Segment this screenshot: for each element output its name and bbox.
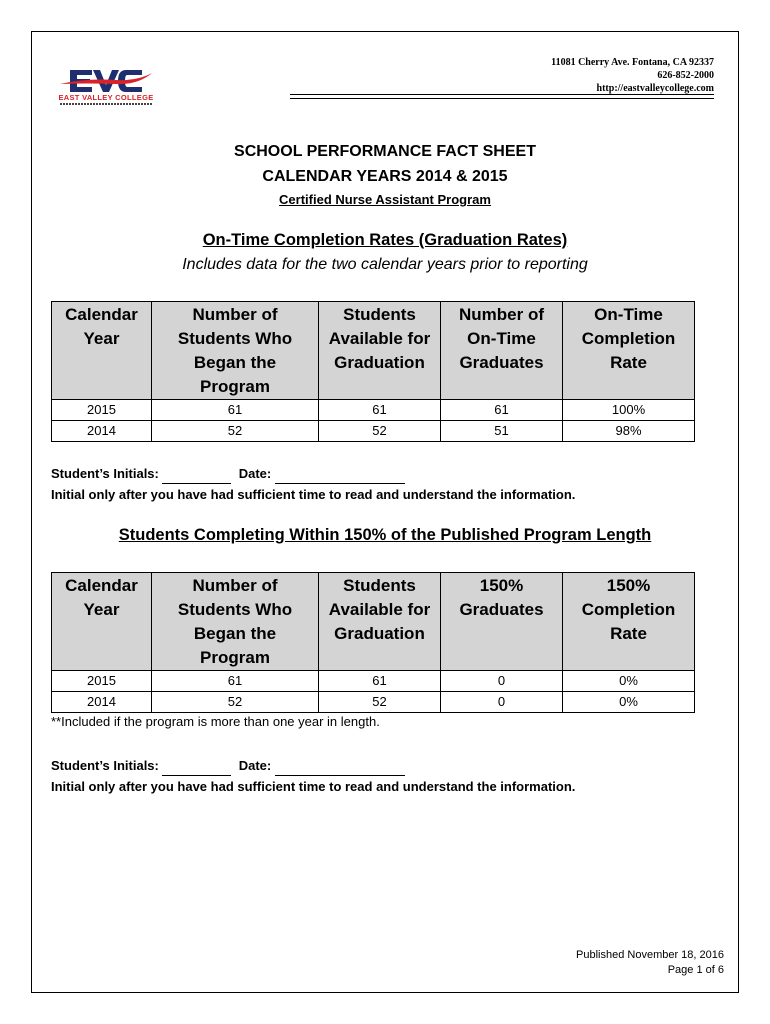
page-number: Page 1 of 6 bbox=[667, 964, 724, 976]
table-cell: 2015 bbox=[52, 671, 152, 692]
initials-label: Student’s Initials: bbox=[51, 758, 159, 773]
column-header-line: Rate bbox=[610, 624, 647, 643]
table-header-row bbox=[52, 573, 695, 671]
table-cell: 52 bbox=[319, 421, 441, 442]
table-cell: 0 bbox=[441, 671, 563, 692]
column-header-line: On-Time bbox=[467, 329, 536, 348]
table-cell: 0% bbox=[563, 671, 695, 692]
header-address: 11081 Cherry Ave. Fontana, CA 92337 bbox=[551, 57, 714, 68]
header-website[interactable]: http://eastvalleycollege.com bbox=[596, 83, 714, 94]
column-header-line: Available for bbox=[328, 600, 431, 619]
header-address-block bbox=[551, 56, 714, 95]
initials-label: Student’s Initials: bbox=[51, 466, 159, 481]
logo-college-name: EAST VALLEY COLLEGE bbox=[58, 93, 154, 102]
table-footnote: **Included if the program is more than one year in length. bbox=[51, 714, 380, 729]
column-header bbox=[319, 573, 441, 671]
column-header-line: Program bbox=[200, 648, 270, 667]
page-title: SCHOOL PERFORMANCE FACT SHEET bbox=[234, 143, 536, 160]
table-cell: 0 bbox=[441, 692, 563, 713]
column-header-line: Began the bbox=[193, 624, 277, 643]
table-cell: 61 bbox=[441, 400, 563, 421]
college-logo bbox=[46, 68, 166, 108]
column-header-line: Number of bbox=[192, 576, 278, 595]
date-field[interactable] bbox=[275, 469, 405, 484]
page-subtitle-years: CALENDAR YEARS 2014 & 2015 bbox=[262, 168, 508, 185]
page-footer bbox=[576, 948, 724, 978]
initials-block-2 bbox=[51, 755, 575, 797]
column-header-line: Students bbox=[343, 305, 416, 324]
initials-instruction: Initial only after you have had sufficient time to read and understand the information. bbox=[51, 487, 576, 502]
column-header-line: Number of bbox=[192, 305, 278, 324]
column-header-line: Rate bbox=[610, 353, 647, 372]
column-header-line: Students bbox=[343, 576, 416, 595]
initials-block-1 bbox=[51, 463, 575, 505]
column-header bbox=[52, 573, 152, 671]
column-header-line: Year bbox=[83, 329, 120, 348]
header-phone: 626-852-2000 bbox=[657, 70, 714, 81]
column-header-line: Students Who bbox=[177, 600, 293, 619]
table-cell: 2015 bbox=[52, 400, 152, 421]
section1-heading: On-Time Completion Rates (Graduation Rates) bbox=[202, 231, 568, 249]
table-cell: 51 bbox=[441, 421, 563, 442]
table-cell: 61 bbox=[152, 671, 319, 692]
table-row bbox=[52, 671, 695, 692]
table-cell: 52 bbox=[319, 692, 441, 713]
column-header-line: 150% bbox=[606, 576, 651, 595]
table-cell: 2014 bbox=[52, 692, 152, 713]
table-cell: 2014 bbox=[52, 421, 152, 442]
column-header-line: Program bbox=[200, 377, 270, 396]
column-header-line: Available for bbox=[328, 329, 431, 348]
column-header-line: 150% bbox=[479, 576, 524, 595]
table-cell: 52 bbox=[152, 421, 319, 442]
column-header-line: Year bbox=[83, 600, 120, 619]
column-header-line: On-Time bbox=[594, 305, 663, 324]
table-row bbox=[52, 421, 695, 442]
column-header bbox=[441, 302, 563, 400]
column-header-line: Number of bbox=[459, 305, 544, 324]
column-header-line: Began the bbox=[193, 353, 277, 372]
table-row bbox=[52, 400, 695, 421]
column-header bbox=[319, 302, 441, 400]
column-header bbox=[563, 302, 695, 400]
column-header-line: Graduates bbox=[459, 353, 544, 372]
on-time-completion-table bbox=[51, 301, 695, 442]
section1-subheading: Includes data for the two calendar years prior to reporting bbox=[182, 256, 588, 273]
column-header bbox=[152, 573, 319, 671]
initials-field[interactable] bbox=[162, 469, 231, 484]
date-label: Date: bbox=[238, 466, 272, 481]
column-header-line: Graduation bbox=[334, 624, 425, 643]
program-name: Certified Nurse Assistant Program bbox=[279, 192, 491, 207]
date-field[interactable] bbox=[275, 761, 405, 776]
completion-150-table bbox=[51, 572, 695, 713]
column-header-line: Calendar bbox=[65, 576, 138, 595]
header-separator bbox=[290, 94, 714, 99]
column-header-line: Graduation bbox=[334, 353, 425, 372]
table-cell: 61 bbox=[152, 400, 319, 421]
table-header-row bbox=[52, 302, 695, 400]
column-header bbox=[52, 302, 152, 400]
evc-logo-icon bbox=[46, 68, 166, 94]
table-cell: 98% bbox=[563, 421, 695, 442]
date-label: Date: bbox=[238, 758, 272, 773]
column-header bbox=[441, 573, 563, 671]
column-header-line: Calendar bbox=[65, 305, 138, 324]
column-header bbox=[152, 302, 319, 400]
column-header-line: Students Who bbox=[177, 329, 293, 348]
initials-instruction: Initial only after you have had sufficient time to read and understand the information. bbox=[51, 779, 576, 794]
table-cell: 100% bbox=[563, 400, 695, 421]
column-header bbox=[563, 573, 695, 671]
table-cell: 0% bbox=[563, 692, 695, 713]
column-header-line: Graduates bbox=[459, 600, 544, 619]
section2-heading: Students Completing Within 150% of the Published Program Length bbox=[118, 526, 652, 544]
logo-tagline-strip bbox=[60, 103, 152, 105]
table-cell: 61 bbox=[319, 400, 441, 421]
published-date: Published November 18, 2016 bbox=[576, 949, 724, 961]
initials-field[interactable] bbox=[162, 761, 231, 776]
table-cell: 61 bbox=[319, 671, 441, 692]
table-row bbox=[52, 692, 695, 713]
column-header-line: Completion bbox=[581, 329, 676, 348]
column-header-line: Completion bbox=[581, 600, 676, 619]
table-cell: 52 bbox=[152, 692, 319, 713]
